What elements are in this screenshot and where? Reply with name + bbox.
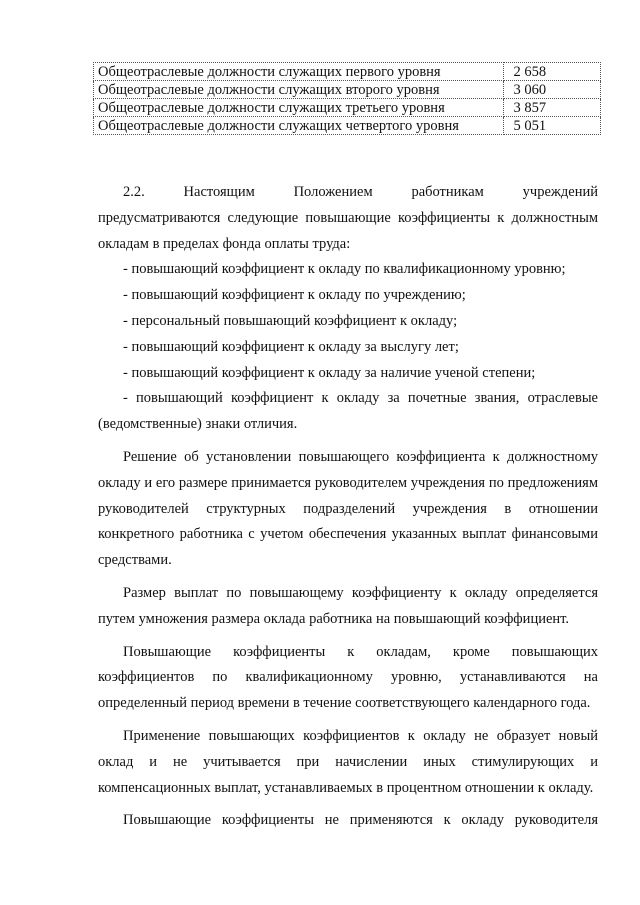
- paragraph: Повышающие коэффициенты к окладам, кроме повышающих коэффициентов по квалификационному уровню, устанавливаются на определенный период времени в течение соответствующего календарного года.: [98, 643, 598, 712]
- position-name: Общеотраслевые должности служащих первого уровня: [94, 63, 504, 81]
- table-row: [94, 81, 601, 99]
- paragraph: Повышающие коэффициенты не применяются к окладу руководителя: [123, 812, 598, 829]
- list-item: - повышающий коэффициент к окладу по учреждению;: [123, 287, 466, 304]
- paragraph: Применение повышающих коэффициентов к окладу не образует новый оклад и не учитывается при начислении иных стимулирующих и компенсационных выплат, устанавливаемых в процентном отношении к окладу.: [98, 727, 598, 796]
- section-number: 2.2.: [123, 184, 145, 200]
- position-name: Общеотраслевые должности служащих второго уровня: [94, 81, 504, 99]
- list-item: - персональный повышающий коэффициент к окладу;: [123, 312, 458, 329]
- list-item: - повышающий коэффициент к окладу за выслугу лет;: [123, 338, 459, 355]
- lead-word: учреждений: [522, 184, 598, 200]
- list-item: - повышающий коэффициент к окладу за наличие ученой степени;: [123, 364, 536, 381]
- paragraph: Решение об установлении повышающего коэффициента к должностному окладу и его размере принимается руководителем учреждения по предложениям руководителей структурных подразделений учреждения в отношении конкретного работника с учетом обеспечения указанных выплат финансовыми средствами.: [98, 448, 598, 569]
- lead-word: Положением: [293, 184, 373, 200]
- position-name: Общеотраслевые должности служащих третьего уровня: [94, 99, 504, 117]
- list-item: - повышающий коэффициент к окладу за почетные звания, отраслевые (ведомственные) знаки отличия.: [98, 390, 598, 433]
- salary-value: 3 857: [503, 99, 600, 117]
- table-row: [94, 117, 601, 135]
- lead-word: работникам: [411, 184, 484, 200]
- salary-table: [93, 62, 601, 135]
- section-heading-line: [98, 180, 598, 206]
- salary-value: 5 051: [503, 117, 600, 135]
- list-item: - повышающий коэффициент к окладу по квалификационному уровню;: [123, 261, 566, 278]
- table-row: [94, 99, 601, 117]
- lead-paragraph: предусматриваются следующие повышающие коэффициенты к должностным окладам в пределах фонда оплаты труда:: [98, 209, 598, 252]
- salary-value: 3 060: [503, 81, 600, 99]
- table-row: [94, 63, 601, 81]
- lead-word: Настоящим: [183, 184, 255, 200]
- paragraph: Размер выплат по повышающему коэффициенту к окладу определяется путем умножения размера оклада работника на повышающий коэффициент.: [98, 584, 598, 627]
- position-name: Общеотраслевые должности служащих четвертого уровня: [94, 117, 504, 135]
- section-body: [98, 180, 598, 834]
- salary-value: 2 658: [503, 63, 600, 81]
